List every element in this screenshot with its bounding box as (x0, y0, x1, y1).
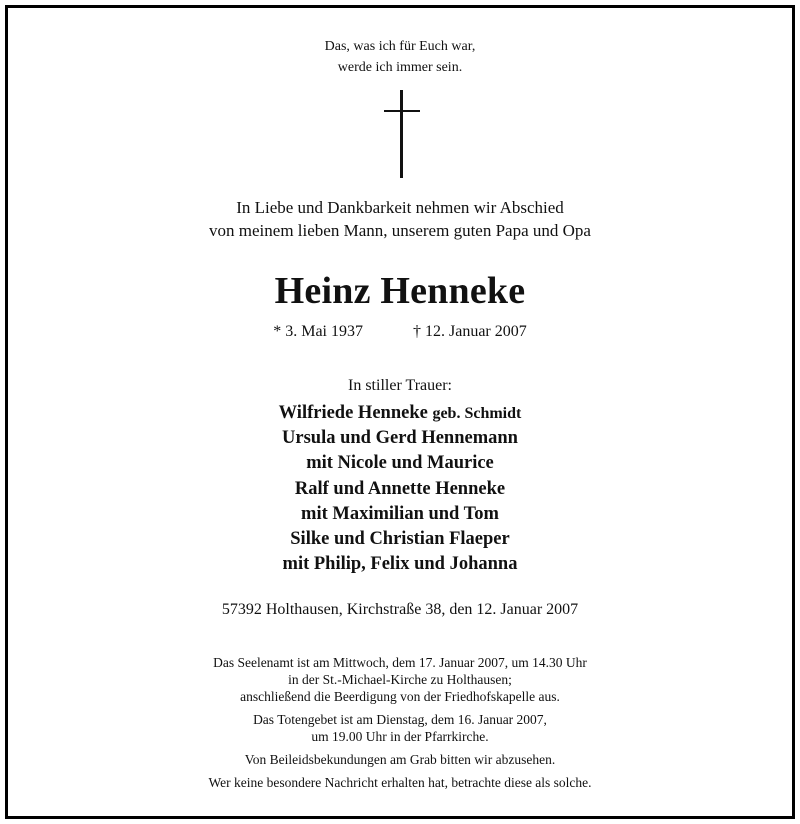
motto-line: werde ich immer sein. (337, 60, 463, 75)
birth-date: * 3. Mai 1937 (273, 323, 363, 340)
family-line: mit Maximilian und Tom (301, 503, 499, 524)
funeral-notes (8, 654, 792, 791)
widow-maiden-name: geb. Schmidt (432, 405, 522, 422)
mass-line: in der St.-Michael-Kirche zu Holthausen; (288, 672, 512, 687)
place-date: 57392 Holthausen, Kirchstraße 38, den 12. Januar 2007 (221, 601, 579, 618)
mourning-label: In stiller Trauer: (348, 377, 452, 394)
intro-text (8, 196, 792, 242)
family-line: Silke und Christian Flaeper (290, 529, 510, 550)
family-list (8, 401, 792, 577)
cross-icon (384, 90, 420, 182)
family-line (8, 401, 792, 426)
family-line: Ralf und Annette Henneke (294, 478, 506, 499)
intro-line: In Liebe und Dankbarkeit nehmen wir Abschied (236, 198, 564, 217)
life-dates (8, 322, 792, 342)
notice-note: Wer keine besondere Nachricht erhalten hat, betrachte diese als solche. (208, 775, 592, 790)
motto-line: Das, was ich für Euch war, (324, 39, 476, 54)
prayer-line: um 19.00 Uhr in der Pfarrkirche. (311, 729, 489, 744)
obituary-notice (5, 5, 795, 819)
motto (8, 36, 792, 78)
deceased-name: Heinz Henneke (274, 270, 526, 312)
family-line: mit Philip, Felix und Johanna (282, 554, 518, 575)
prayer-line: Das Totengebet ist am Dienstag, dem 16. Januar 2007, (253, 712, 547, 727)
family-line: Ursula und Gerd Hennemann (282, 428, 518, 449)
intro-line: von meinem lieben Mann, unserem guten Papa und Opa (209, 221, 591, 240)
condolence-note: Von Beileidsbekundungen am Grab bitten wir abzusehen. (244, 752, 556, 767)
family-line: mit Nicole und Maurice (306, 453, 494, 474)
death-date: † 12. Januar 2007 (413, 323, 527, 340)
mass-line: anschließend die Beerdigung von der Friedhofskapelle aus. (240, 689, 560, 704)
mass-line: Das Seelenamt ist am Mittwoch, dem 17. Januar 2007, um 14.30 Uhr (213, 655, 587, 670)
widow-name: Wilfriede Henneke (278, 403, 428, 423)
